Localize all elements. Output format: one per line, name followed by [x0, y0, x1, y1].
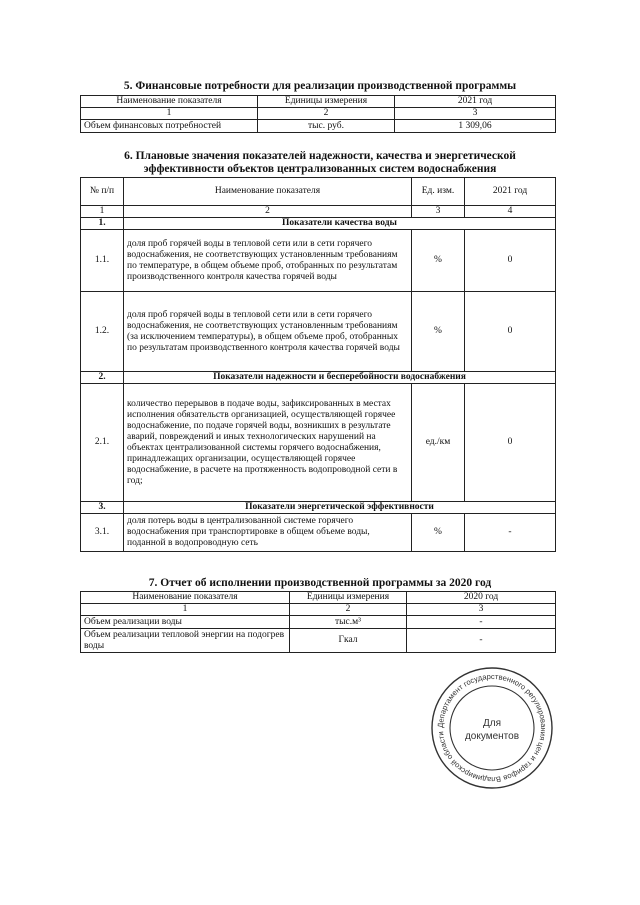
table-row-name: Объем финансовых потребностей: [81, 120, 258, 133]
stamp-line2: документов: [464, 731, 520, 742]
row-num: 2.1.: [81, 384, 124, 502]
row-unit: %: [412, 230, 465, 292]
header-cell: Единицы измерения: [290, 592, 407, 604]
group-num: 2.: [81, 372, 124, 384]
table-row-value: 1 309,06: [395, 120, 556, 133]
column-number: 1: [81, 206, 124, 218]
column-number: 3: [395, 108, 556, 120]
row-name: доля проб горячей воды в тепловой сети или в сети горячего водоснабжения, не соответствующих установленным требованиям (за исключением температуры), в общем объеме проб, отобранных по результатам производственного контроля качества горячей воды: [124, 292, 412, 372]
header-cell: Наименование показателя: [81, 592, 290, 604]
group-title: Показатели энергетической эффективности: [124, 502, 556, 514]
row-value: 0: [465, 384, 556, 502]
row-num: 3.1.: [81, 514, 124, 552]
row-num: 1.2.: [81, 292, 124, 372]
group-title: Показатели качества воды: [124, 218, 556, 230]
row-unit: ед./км: [412, 384, 465, 502]
header-year: 2021 год: [465, 178, 556, 206]
table-row-unit: Гкал: [290, 629, 407, 653]
table-row-unit: тыс.м³: [290, 616, 407, 629]
header-name: Наименование показателя: [124, 178, 412, 206]
row-name: доля потерь воды в централизованной системе горячего водоснабжения при транспортировке в общем объеме воды, поданной в водопроводную сеть: [124, 514, 412, 552]
header-unit: Ед. изм.: [412, 178, 465, 206]
row-name: доля проб горячей воды в тепловой сети или в сети горячего водоснабжения, не соответствующих установленным требованиям по температуре, в общем объеме проб, отобранных по результатам производственного контроля качества горячей воды: [124, 230, 412, 292]
column-number: 3: [412, 206, 465, 218]
header-cell: Единицы измерения: [258, 96, 395, 108]
stamp-line1: Для: [482, 718, 502, 729]
official-stamp: [429, 665, 555, 791]
table-row-name: Объем реализации тепловой энергии на подогрев воды: [81, 629, 290, 653]
table-row-name: Объем реализации воды: [81, 616, 290, 629]
group-title: Показатели надежности и бесперебойности водоснабжения: [124, 372, 556, 384]
column-number: 2: [258, 108, 395, 120]
column-number: 4: [465, 206, 556, 218]
column-number: 1: [81, 604, 290, 616]
row-value: 0: [465, 292, 556, 372]
row-num: 1.1.: [81, 230, 124, 292]
column-number: 2: [124, 206, 412, 218]
section6-title-line1: 6. Плановые значения показателей надежности, качества и энергетической: [124, 150, 516, 162]
reliability-indicators-table: [80, 177, 556, 552]
table-row-value: -: [407, 616, 556, 629]
section7-title: 7. Отчет об исполнении производственной программы за 2020 год: [148, 577, 492, 589]
header-cell: 2020 год: [407, 592, 556, 604]
section6-title-line2: эффективности объектов централизованных систем водоснабжения: [143, 163, 497, 175]
row-value: 0: [465, 230, 556, 292]
group-num: 1.: [81, 218, 124, 230]
row-value: -: [465, 514, 556, 552]
execution-report-table: [80, 591, 556, 653]
column-number: 2: [290, 604, 407, 616]
stamp-ring-text: Департамент государственного регулирования цен и тарифов Владимирской области: [435, 671, 549, 785]
group-num: 3.: [81, 502, 124, 514]
row-name: количество перерывов в подаче воды, зафиксированных в местах исполнения обязательств организацией, осуществляющей горячее водоснабжение, по подаче горячей воды, возникших в результате аварий, повреждений и иных технологических нарушений на объектах централизованной системы горячего водоснабжения, принадлежащих организации, осуществляющей горячее водоснабжение, в расчете на протяженность водопроводной сети в год;: [124, 384, 412, 502]
header-cell: Наименование показателя: [81, 96, 258, 108]
row-unit: %: [412, 292, 465, 372]
table-row-value: -: [407, 629, 556, 653]
section5-title: 5. Финансовые потребности для реализации производственной программы: [123, 80, 517, 92]
column-number: 1: [81, 108, 258, 120]
table-row-unit: тыс. руб.: [258, 120, 395, 133]
row-unit: %: [412, 514, 465, 552]
column-number: 3: [407, 604, 556, 616]
financial-needs-table: [80, 95, 556, 133]
header-num: № п/п: [81, 178, 124, 206]
header-cell: 2021 год: [395, 96, 556, 108]
